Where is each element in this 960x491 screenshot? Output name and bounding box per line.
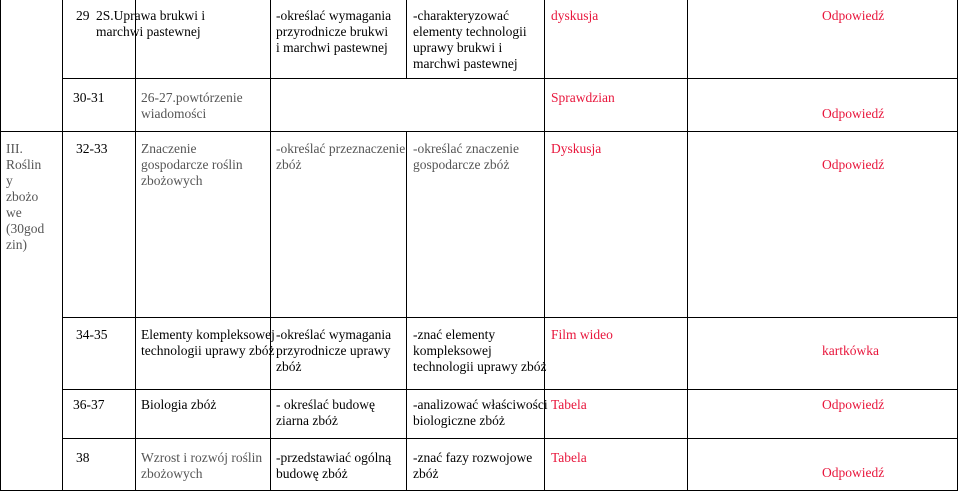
lesson-number: 34-35 — [76, 327, 108, 342]
grid-line — [687, 0, 688, 491]
assessment-form: kartkówka — [822, 343, 879, 358]
grid-line — [406, 0, 407, 491]
basic-requirements: -określać wymagania przyrodnicze brukwi i marchwi pastewnej — [276, 8, 392, 55]
lesson-topic: Wzrost i rozwój roślin zbożowych — [141, 450, 263, 481]
lesson-number: 38 — [76, 450, 90, 465]
assessment-form: Odpowiedź — [822, 157, 885, 172]
basic-requirements: -określać wymagania przyrodnicze uprawy zbóż — [276, 327, 392, 374]
lesson-number: 29 — [76, 8, 90, 23]
teaching-method: dyskusja — [551, 8, 599, 23]
extended-requirements: -znać fazy rozwojowe zbóż — [413, 450, 533, 481]
grid-line — [62, 438, 958, 439]
basic-requirements: - określać budowę ziarna zbóż — [276, 397, 375, 428]
grid-line — [270, 0, 271, 491]
grid-line — [62, 389, 958, 390]
grid-line — [62, 317, 958, 318]
basic-requirements: -przedstawiać ogólną budowę zbóż — [276, 450, 392, 481]
extended-requirements: -charakteryzować elementy technologii uprawy brukwi i marchwi pastewnej — [413, 8, 527, 71]
lesson-topic: Znaczenie gospodarcze roślin zbożowych — [141, 141, 243, 188]
grid-line — [957, 0, 958, 491]
extended-requirements: -analizować właściwości biologiczne zbóż — [413, 397, 548, 428]
grid-line — [135, 0, 136, 491]
teaching-method: Sprawdzian — [551, 90, 615, 105]
assessment-form: Odpowiedź — [822, 8, 885, 23]
teaching-method: Tabela — [551, 450, 587, 465]
lesson-number: 32-33 — [76, 141, 108, 156]
grid-line — [0, 0, 1, 491]
teaching-method: Dyskusja — [551, 141, 602, 156]
teaching-method: Film wideo — [551, 327, 613, 342]
assessment-form: Odpowiedź — [822, 465, 885, 480]
lesson-topic: 2S.Uprawa brukwi i marchwi pastewnej — [96, 8, 206, 39]
teaching-method: Tabela — [551, 397, 587, 412]
section-label: III. Roślin y zbożo we (30god zin) — [6, 141, 45, 252]
merged-cell-gap — [271, 79, 544, 131]
assessment-form: Odpowiedź — [822, 397, 885, 412]
lesson-topic: Elementy kompleksowej technologii uprawy zbóż — [141, 327, 275, 358]
lesson-topic: 26-27.powtórzenie wiadomości — [141, 90, 243, 121]
grid-line — [62, 0, 63, 491]
extended-requirements: -znać elementy kompleksowej technologii uprawy zbóż — [413, 327, 547, 374]
extended-requirements: -określać znaczenie gospodarcze zbóż — [413, 141, 520, 172]
assessment-form: Odpowiedź — [822, 106, 885, 121]
lesson-number: 30-31 — [73, 90, 105, 105]
lesson-number: 36-37 — [73, 397, 105, 412]
grid-line — [0, 131, 958, 132]
lesson-topic: Biologia zbóż — [141, 397, 217, 412]
basic-requirements: -określać przeznaczenie zbóż — [276, 141, 406, 172]
